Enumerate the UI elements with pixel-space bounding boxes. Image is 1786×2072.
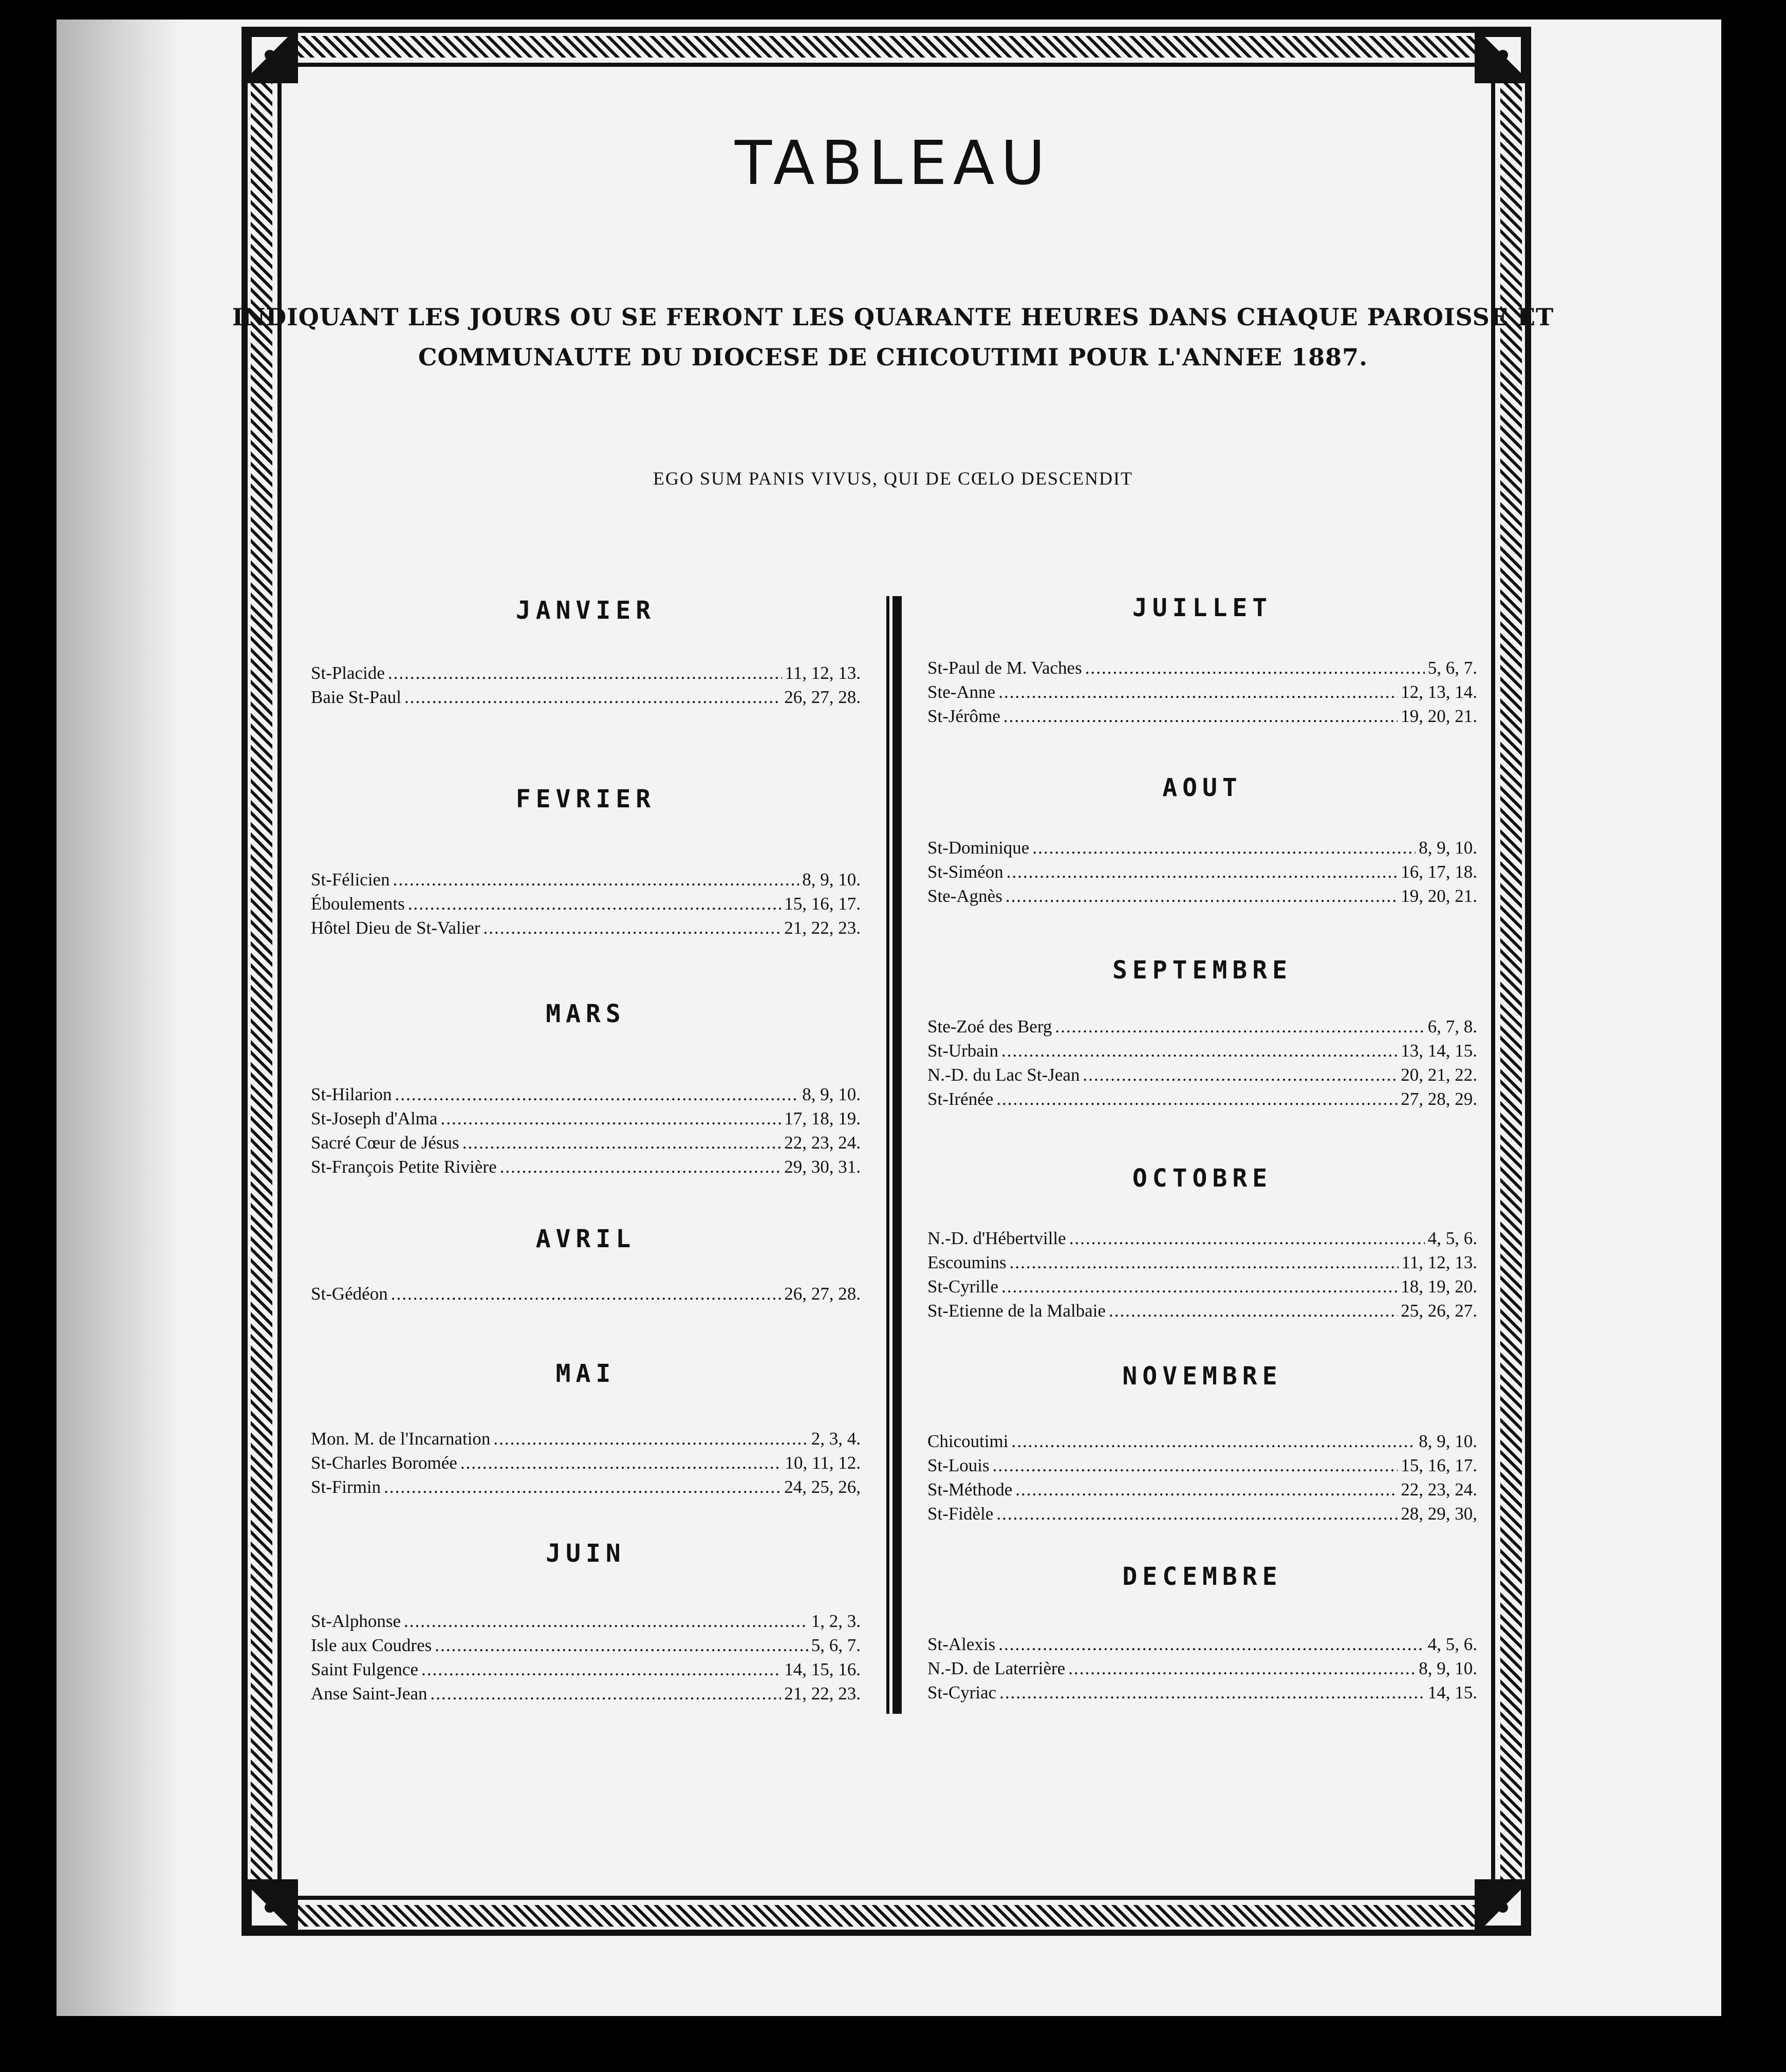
parish-entry [311,1157,861,1180]
parish-entry [311,1611,861,1635]
parish-days: 14, 15, 16. [784,1659,861,1679]
month-heading: JUIN [546,1539,626,1568]
dot-leader [384,1477,781,1497]
parish-days: 29, 30, 31. [784,1157,861,1177]
parish-days: 11, 12, 13. [785,663,861,683]
parish-entry [927,1682,1477,1706]
parish-name: St-Alexis [927,1634,996,1654]
dot-leader [1006,886,1398,906]
parish-name: St-Siméon [927,862,1003,882]
parish-days: 8, 9, 10. [802,869,861,890]
parish-days: 11, 12, 13. [1401,1252,1477,1272]
parish-entry [311,1659,861,1683]
parish-entry [311,1453,861,1476]
parish-entry [927,1658,1477,1682]
month-heading: SEPTEMBRE [1112,956,1293,985]
parish-entry [311,1429,861,1452]
month-heading: AVRIL [535,1225,636,1253]
parish-entry [927,1276,1477,1300]
parish-name: St-Joseph d'Alma [311,1108,438,1128]
parish-entry [927,682,1477,706]
dot-leader [996,1089,1398,1109]
parish-entry [311,1108,861,1132]
parish-name: Isle aux Coudres [311,1635,432,1655]
parish-entry [311,869,861,893]
subtitle-line-2: COMMUNAUTE DU DIOCESE DE CHICOUTIMI POUR L'ANNEE 1887. [418,343,1368,371]
parish-name: St-Alphonse [311,1611,401,1631]
parish-days: 4, 5, 6. [1427,1228,1477,1248]
month-heading: FEVRIER [515,785,656,813]
month-heading: JUILLET [1132,594,1273,622]
dot-leader [1001,1276,1398,1297]
parish-entry [311,1635,861,1659]
parish-entry [927,1431,1477,1455]
parish-days: 21, 22, 23. [784,1683,861,1704]
parish-name: St-Cyrille [927,1276,999,1297]
parish-entry [927,658,1477,681]
dot-leader [1109,1301,1398,1321]
parish-name: Escoumins [927,1252,1007,1272]
parish-entry [927,1455,1477,1479]
parish-days: 8, 9, 10. [802,1084,861,1104]
parish-entry [311,1477,861,1501]
corner-ornament-top-right-icon [1475,27,1531,83]
parish-name: St-Fidèle [927,1504,994,1524]
parish-days: 18, 19, 20. [1401,1276,1477,1297]
dot-leader [483,918,782,938]
parish-days: 22, 23, 24. [1401,1479,1477,1500]
month-heading: DECEMBRE [1122,1562,1282,1591]
dot-leader [993,1455,1398,1476]
month-heading: MAI [555,1359,616,1388]
month-heading: JANVIER [515,596,656,625]
dot-leader [391,1284,782,1304]
parish-days: 19, 20, 21. [1401,706,1477,726]
parish-name: St-Firmin [311,1477,381,1497]
parish-entry [927,1504,1477,1527]
parish-entry [927,706,1477,730]
parish-days: 25, 26, 27. [1401,1301,1477,1321]
parish-entry [927,1301,1477,1324]
parish-name: St-François Petite Rivière [311,1157,497,1177]
parish-entry [927,1252,1477,1276]
month-heading: OCTOBRE [1132,1164,1273,1193]
parish-entry [927,1228,1477,1252]
dot-leader [1010,1252,1399,1273]
latin-motto: EGO SUM PANIS VIVUS, QUI DE CŒLO DESCENDIT [653,468,1133,489]
parish-days: 22, 23, 24. [784,1133,861,1153]
parish-days: 27, 28, 29. [1401,1089,1477,1109]
dot-leader [1012,1431,1416,1452]
parish-days: 15, 16, 17. [784,894,861,914]
dot-leader [500,1157,782,1177]
parish-name: Anse Saint-Jean [311,1683,427,1704]
parish-name: St-Jérôme [927,706,1000,726]
dot-leader [996,1504,1398,1524]
dot-leader [1032,838,1416,858]
parish-days: 24, 25, 26, [784,1477,861,1497]
parish-entry [311,918,861,941]
parish-entry [311,1683,861,1707]
month-heading: AOUT [1162,773,1242,802]
parish-name: St-Hilarion [311,1084,392,1104]
month-heading: MARS [546,1000,626,1028]
parish-days: 5, 6, 7. [811,1635,861,1655]
dot-leader [1069,1228,1425,1249]
parish-entry [311,1084,861,1108]
parish-name: St-Méthode [927,1479,1013,1500]
parish-name: Hôtel Dieu de St-Valier [311,918,480,938]
parish-name: N.-D. d'Hébertville [927,1228,1066,1248]
parish-name: St-Placide [311,663,385,683]
corner-ornament-bottom-right-icon [1475,1879,1531,1936]
dot-leader [460,1453,782,1473]
parish-name: Mon. M. de l'Incarnation [311,1429,491,1449]
parish-days: 20, 21, 22. [1401,1065,1477,1085]
parish-days: 15, 16, 17. [1401,1455,1477,1475]
dot-leader [1085,658,1425,678]
corner-ornament-bottom-left-icon [241,1879,298,1936]
parish-name: St-Cyriac [927,1682,997,1703]
parish-entry [927,1016,1477,1040]
parish-days: 13, 14, 15. [1401,1041,1477,1061]
parish-days: 2, 3, 4. [811,1429,861,1449]
parish-days: 12, 13, 14. [1401,682,1477,702]
dot-leader [435,1635,808,1656]
parish-name: N.-D. du Lac St-Jean [927,1065,1080,1085]
parish-name: St-Irénée [927,1089,994,1109]
parish-entry [927,838,1477,861]
parish-name: St-Urbain [927,1041,999,1061]
parish-entry [311,1284,861,1307]
parish-name: Ste-Agnès [927,886,1002,906]
dot-leader [404,1611,808,1632]
parish-name: Baie St-Paul [311,687,401,707]
parish-days: 8, 9, 10. [1419,838,1477,858]
parish-name: St-Gédéon [311,1284,388,1304]
parish-days: 6, 7, 8. [1427,1016,1477,1037]
dot-leader [1015,1479,1398,1500]
parish-name: Saint Fulgence [311,1659,418,1679]
parish-entry [311,1133,861,1156]
dot-leader [998,682,1398,702]
parish-days: 26, 27, 28. [784,687,861,707]
parish-entry [311,687,861,711]
parish-days: 26, 27, 28. [784,1284,861,1304]
parish-name: N.-D. de Laterrière [927,1658,1066,1678]
dot-leader [999,1682,1425,1703]
dot-leader [1083,1065,1398,1085]
dot-leader [462,1133,782,1153]
dot-leader [440,1108,781,1129]
dot-leader [395,1084,799,1105]
parish-days: 14, 15. [1427,1682,1477,1703]
dot-leader [1003,706,1398,727]
parish-entry [927,1089,1477,1113]
dot-leader [408,894,782,914]
column-divider [886,596,902,1714]
parish-entry [927,1065,1477,1088]
parish-name: Éboulements [311,894,405,914]
parish-days: 8, 9, 10. [1419,1658,1477,1678]
dot-leader [1001,1041,1398,1061]
parish-name: St-Etienne de la Malbaie [927,1301,1106,1321]
subtitle-line-1: INDIQUANT LES JOURS OU SE FERONT LES QUARANTE HEURES DANS CHAQUE PAROISSE ET [232,303,1554,331]
dot-leader [998,1634,1425,1655]
dot-leader [430,1683,781,1704]
parish-days: 1, 2, 3. [811,1611,861,1631]
dot-leader [421,1659,781,1680]
dot-leader [1055,1016,1424,1037]
parish-name: St-Félicien [311,869,390,890]
page-title: TABLEAU [735,127,1051,198]
corner-ornament-top-left-icon [241,27,298,83]
parish-entry [927,1479,1477,1503]
dot-leader [404,687,781,708]
parish-name: Ste-Anne [927,682,996,702]
parish-entry [311,894,861,917]
parish-days: 21, 22, 23. [784,918,861,938]
parish-name: Chicoutimi [927,1431,1009,1451]
parish-days: 5, 6, 7. [1427,658,1477,678]
dot-leader [493,1429,808,1449]
parish-entry [311,663,861,687]
parish-name: St-Charles Boromée [311,1453,457,1473]
parish-name: St-Louis [927,1455,990,1475]
parish-days: 17, 18, 19. [784,1108,861,1128]
parish-entry [927,1634,1477,1658]
month-heading: NOVEMBRE [1122,1362,1282,1391]
parish-name: Ste-Zoé des Berg [927,1016,1052,1037]
dot-leader [1068,1658,1416,1679]
dot-leader [393,869,799,890]
parish-days: 16, 17, 18. [1401,862,1477,882]
parish-days: 19, 20, 21. [1401,886,1477,906]
dot-leader [388,663,782,683]
parish-name: St-Paul de M. Vaches [927,658,1082,678]
parish-days: 4, 5, 6. [1427,1634,1477,1654]
parish-entry [927,886,1477,910]
parish-name: St-Dominique [927,838,1030,858]
dot-leader [1007,862,1398,882]
parish-entry [927,862,1477,885]
parish-days: 10, 11, 12. [785,1453,861,1473]
parish-days: 28, 29, 30, [1401,1504,1477,1524]
parish-days: 8, 9, 10. [1419,1431,1477,1451]
parish-entry [927,1041,1477,1064]
parish-name: Sacré Cœur de Jésus [311,1133,459,1153]
